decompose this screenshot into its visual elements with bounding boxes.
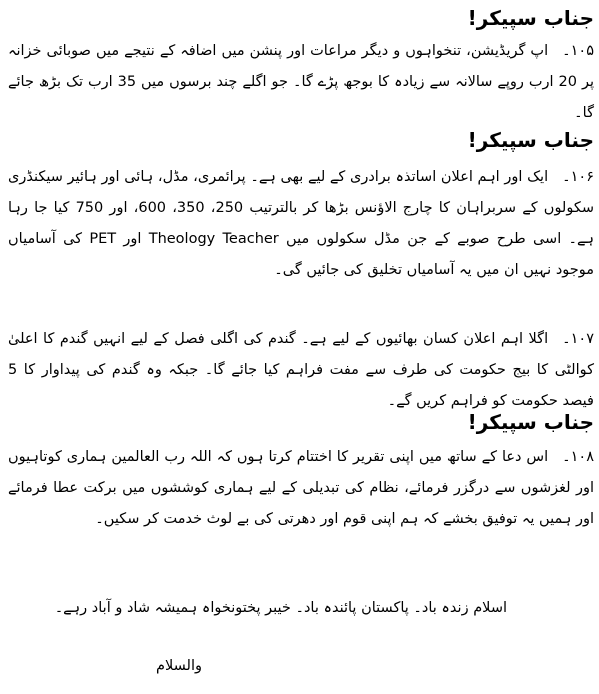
paragraph-105 <box>8 36 594 129</box>
paragraph-number: ۱۰۷۔ <box>562 331 594 347</box>
paragraph-106 <box>8 162 594 286</box>
heading-speaker-2: جناب سپیکر! <box>467 128 594 152</box>
paragraph-number: ۱۰۶۔ <box>562 169 594 185</box>
paragraph-text: اس دعا کے ساتھ میں اپنی تقریر کا اختتام کرتا ہوں کہ اللہ رب العالمین ہماری کوتاہیوں اور لغزشوں سے درگزر فرمائے، نظام کی تبدیلی کے لیے ہماری کوششوں میں برکت عطا فرمائے اور ہمیں یہ توفیق بخشے کہ ہم اپنی قوم اور دھرتی کی بے لوث خدمت کر سکیں۔ <box>8 449 594 527</box>
closing-slogan: اسلام زندہ باد۔ پاکستان پائندہ باد۔ خیبر پختونخواہ ہمیشہ شاد و آباد رہے۔ <box>54 600 507 616</box>
closing-salutation: والسلام <box>155 658 202 674</box>
paragraph-107 <box>8 324 594 417</box>
paragraph-text: ایک اور اہم اعلان اساتذہ برادری کے لیے بھی ہے۔ پرائمری، مڈل، ہائی اور ہائیر سیکنڈری سکولوں کے سربراہان کا چارج الاؤنس بڑھا کر بالترتیب 250، 350، 600، اور 750 کیا جا رہا ہے۔ اسی طرح صوبے کے جن مڈل سکولوں میں Theology Teacher اور PET کی آسامیاں موجود نہیں ان میں یہ آسامیاں تخلیق کی جائیں گی۔ <box>8 169 595 278</box>
paragraph-text: اگلا اہم اعلان کسان بھائیوں کے لیے ہے۔ گندم کی اگلی فصل کے لیے انہیں گندم کا اعلیٰ کوالٹی کا بیج حکومت کی طرف سے مفت فراہم کیا جائے گا۔ جبکہ وہ گندم کی پیداوار کا 5 فیصد حکومت کو فراہم کریں گے۔ <box>8 331 594 409</box>
heading-speaker-1: جناب سپیکر! <box>467 6 594 30</box>
heading-speaker-3: جناب سپیکر! <box>467 410 594 434</box>
paragraph-108 <box>8 442 594 535</box>
paragraph-number: ۱۰۸۔ <box>562 449 594 465</box>
paragraph-number: ۱۰۵۔ <box>562 43 594 59</box>
paragraph-text: اپ گریڈیشن، تنخواہوں و دیگر مراعات اور پنشن میں اضافہ کے نتیجے میں صوبائی خزانہ پر 20 ارب روپے سالانہ سے زیادہ کا بوجھ پڑے گا۔ جو اگلے چند برسوں میں 35 ارب تک بڑھ جائے گا۔ <box>8 43 594 121</box>
